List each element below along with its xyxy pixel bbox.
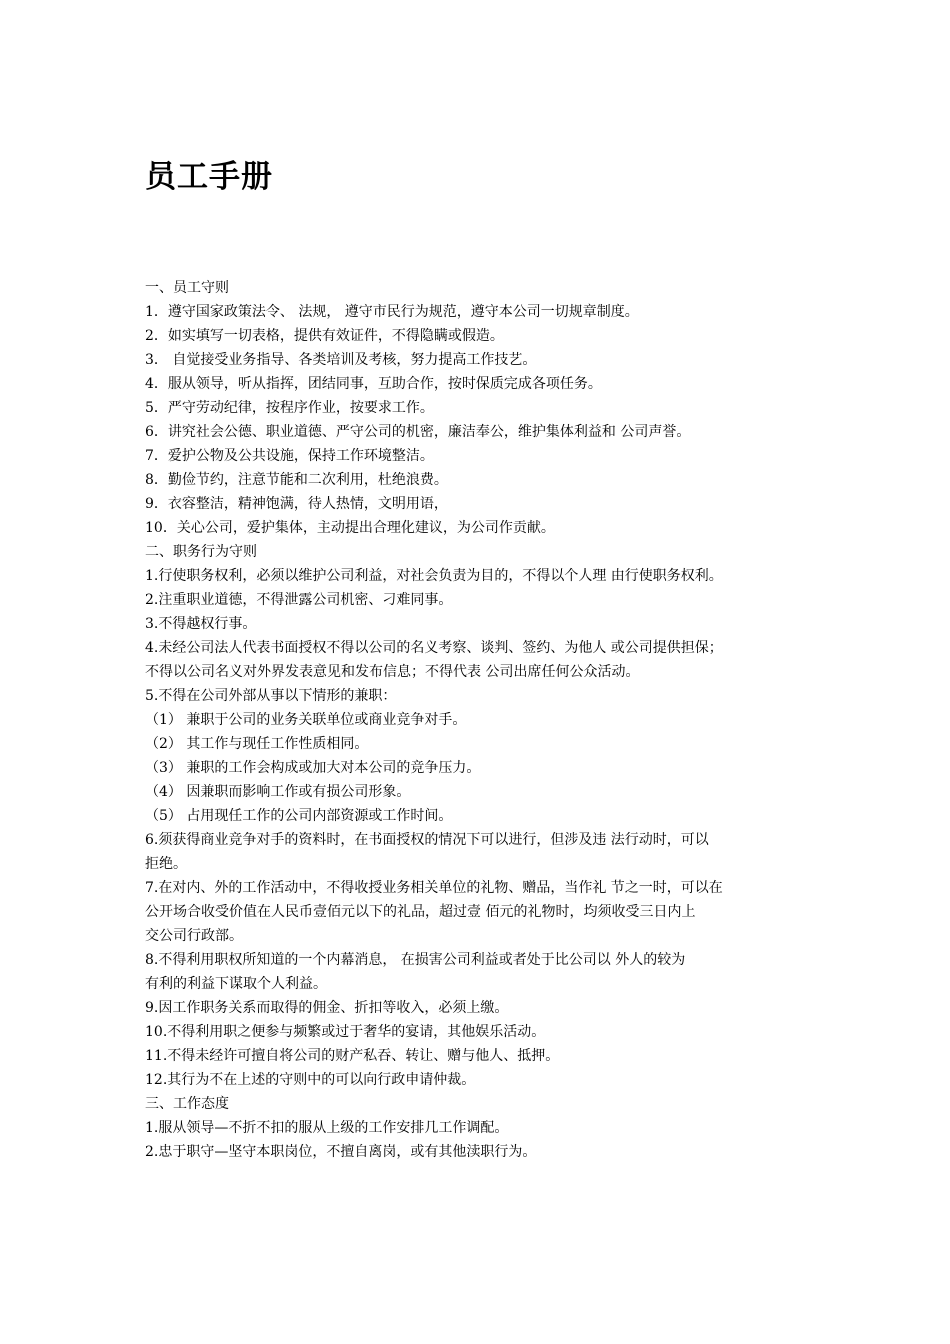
text-line: 1.行使职务权利，必须以维护公司利益，对社会负责为目的，不得以个人理 由行使职务权利。	[145, 568, 723, 584]
text-line: 7.在对内、外的工作活动中，不得收授业务相关单位的礼物、赠品，当作礼 节之一时，可以在	[145, 880, 723, 896]
text-line: （2） 其工作与现任工作性质相同。	[145, 736, 369, 752]
text-line: 交公司行政部。	[145, 928, 243, 944]
text-line: 不得以公司名义对外界发表意见和发布信息；不得代表 公司出席任何公众活动。	[145, 664, 640, 680]
text-line: 8．勤俭节约，注意节能和二次利用，杜绝浪费。	[145, 472, 448, 488]
text-line: （5） 占用现任工作的公司内部资源或工作时间。	[145, 808, 453, 824]
text-line: 12.其行为不在上述的守则中的可以向行政申请仲裁。	[145, 1072, 476, 1088]
text-line: 三、工作态度	[145, 1096, 229, 1112]
text-line: 4.未经公司法人代表书面授权不得以公司的名义考察、谈判、签约、为他人 或公司提供担保；	[145, 640, 723, 656]
text-line: 2.注重职业道德，不得泄露公司机密、刁难同事。	[145, 592, 453, 608]
text-line: 9.因工作职务关系而取得的佣金、折扣等收入，必须上缴。	[145, 1000, 509, 1016]
text-line: （4） 因兼职而影响工作或有损公司形象。	[145, 784, 411, 800]
text-line: 5．严守劳动纪律，按程序作业，按要求工作。	[145, 400, 434, 416]
text-line: 1.服从领导—不折不扣的服从上级的工作安排几工作调配。	[145, 1120, 509, 1136]
text-line: 1．遵守国家政策法令、 法规， 遵守市民行为规范，遵守本公司一切规章制度。	[145, 304, 639, 320]
text-line: 2．如实填写一切表格，提供有效证件，不得隐瞒或假造。	[145, 328, 504, 344]
text-line: 有利的利益下谋取个人利益。	[145, 976, 327, 992]
text-line: 3.不得越权行事。	[145, 616, 257, 632]
text-line: 9．衣容整洁，精神饱满，待人热情，文明用语，	[145, 496, 448, 512]
text-line: （1） 兼职于公司的业务关联单位或商业竞争对手。	[145, 712, 467, 728]
text-line: 公开场合收受价值在人民币壹佰元以下的礼品，超过壹 佰元的礼物时，均须收受三日内上	[145, 904, 696, 920]
text-line: 10.不得利用职之便参与频繁或过于奢华的宴请，其他娱乐活动。	[145, 1024, 546, 1040]
text-line: 5.不得在公司外部从事以下情形的兼职：	[145, 688, 397, 704]
text-line: 8.不得利用职权所知道的一个内幕消息， 在损害公司利益或者处于比公司以 外人的较为	[145, 952, 686, 968]
text-line: 拒绝。	[145, 856, 187, 872]
text-line: 一、员工守则	[145, 280, 229, 296]
text-line: 10．关心公司，爱护集体，主动提出合理化建议，为公司作贡献。	[145, 520, 555, 536]
text-line: 2.忠于职守—坚守本职岗位，不擅自离岗，或有其他渎职行为。	[145, 1144, 537, 1160]
document-body	[145, 276, 825, 1164]
text-line: （3） 兼职的工作会构成或加大对本公司的竞争压力。	[145, 760, 481, 776]
text-line: 6．讲究社会公德、职业道德、严守公司的机密，廉洁奉公，维护集体利益和 公司声誉。	[145, 424, 691, 440]
text-line: 6.须获得商业竞争对手的资料时，在书面授权的情况下可以进行，但涉及违 法行动时，可以	[145, 832, 709, 848]
text-line: 11.不得未经许可擅自将公司的财产私吞、转让、赠与他人、抵押。	[145, 1048, 560, 1064]
text-line: 4．服从领导，听从指挥，团结同事，互助合作，按时保质完成各项任务。	[145, 376, 602, 392]
text-line: 二、职务行为守则	[145, 544, 257, 560]
document-title: 员工手册	[145, 159, 273, 195]
text-line: 3． 自觉接受业务指导、各类培训及考核，努力提高工作技艺。	[145, 352, 537, 368]
text-line: 7．爱护公物及公共设施，保持工作环境整洁。	[145, 448, 434, 464]
